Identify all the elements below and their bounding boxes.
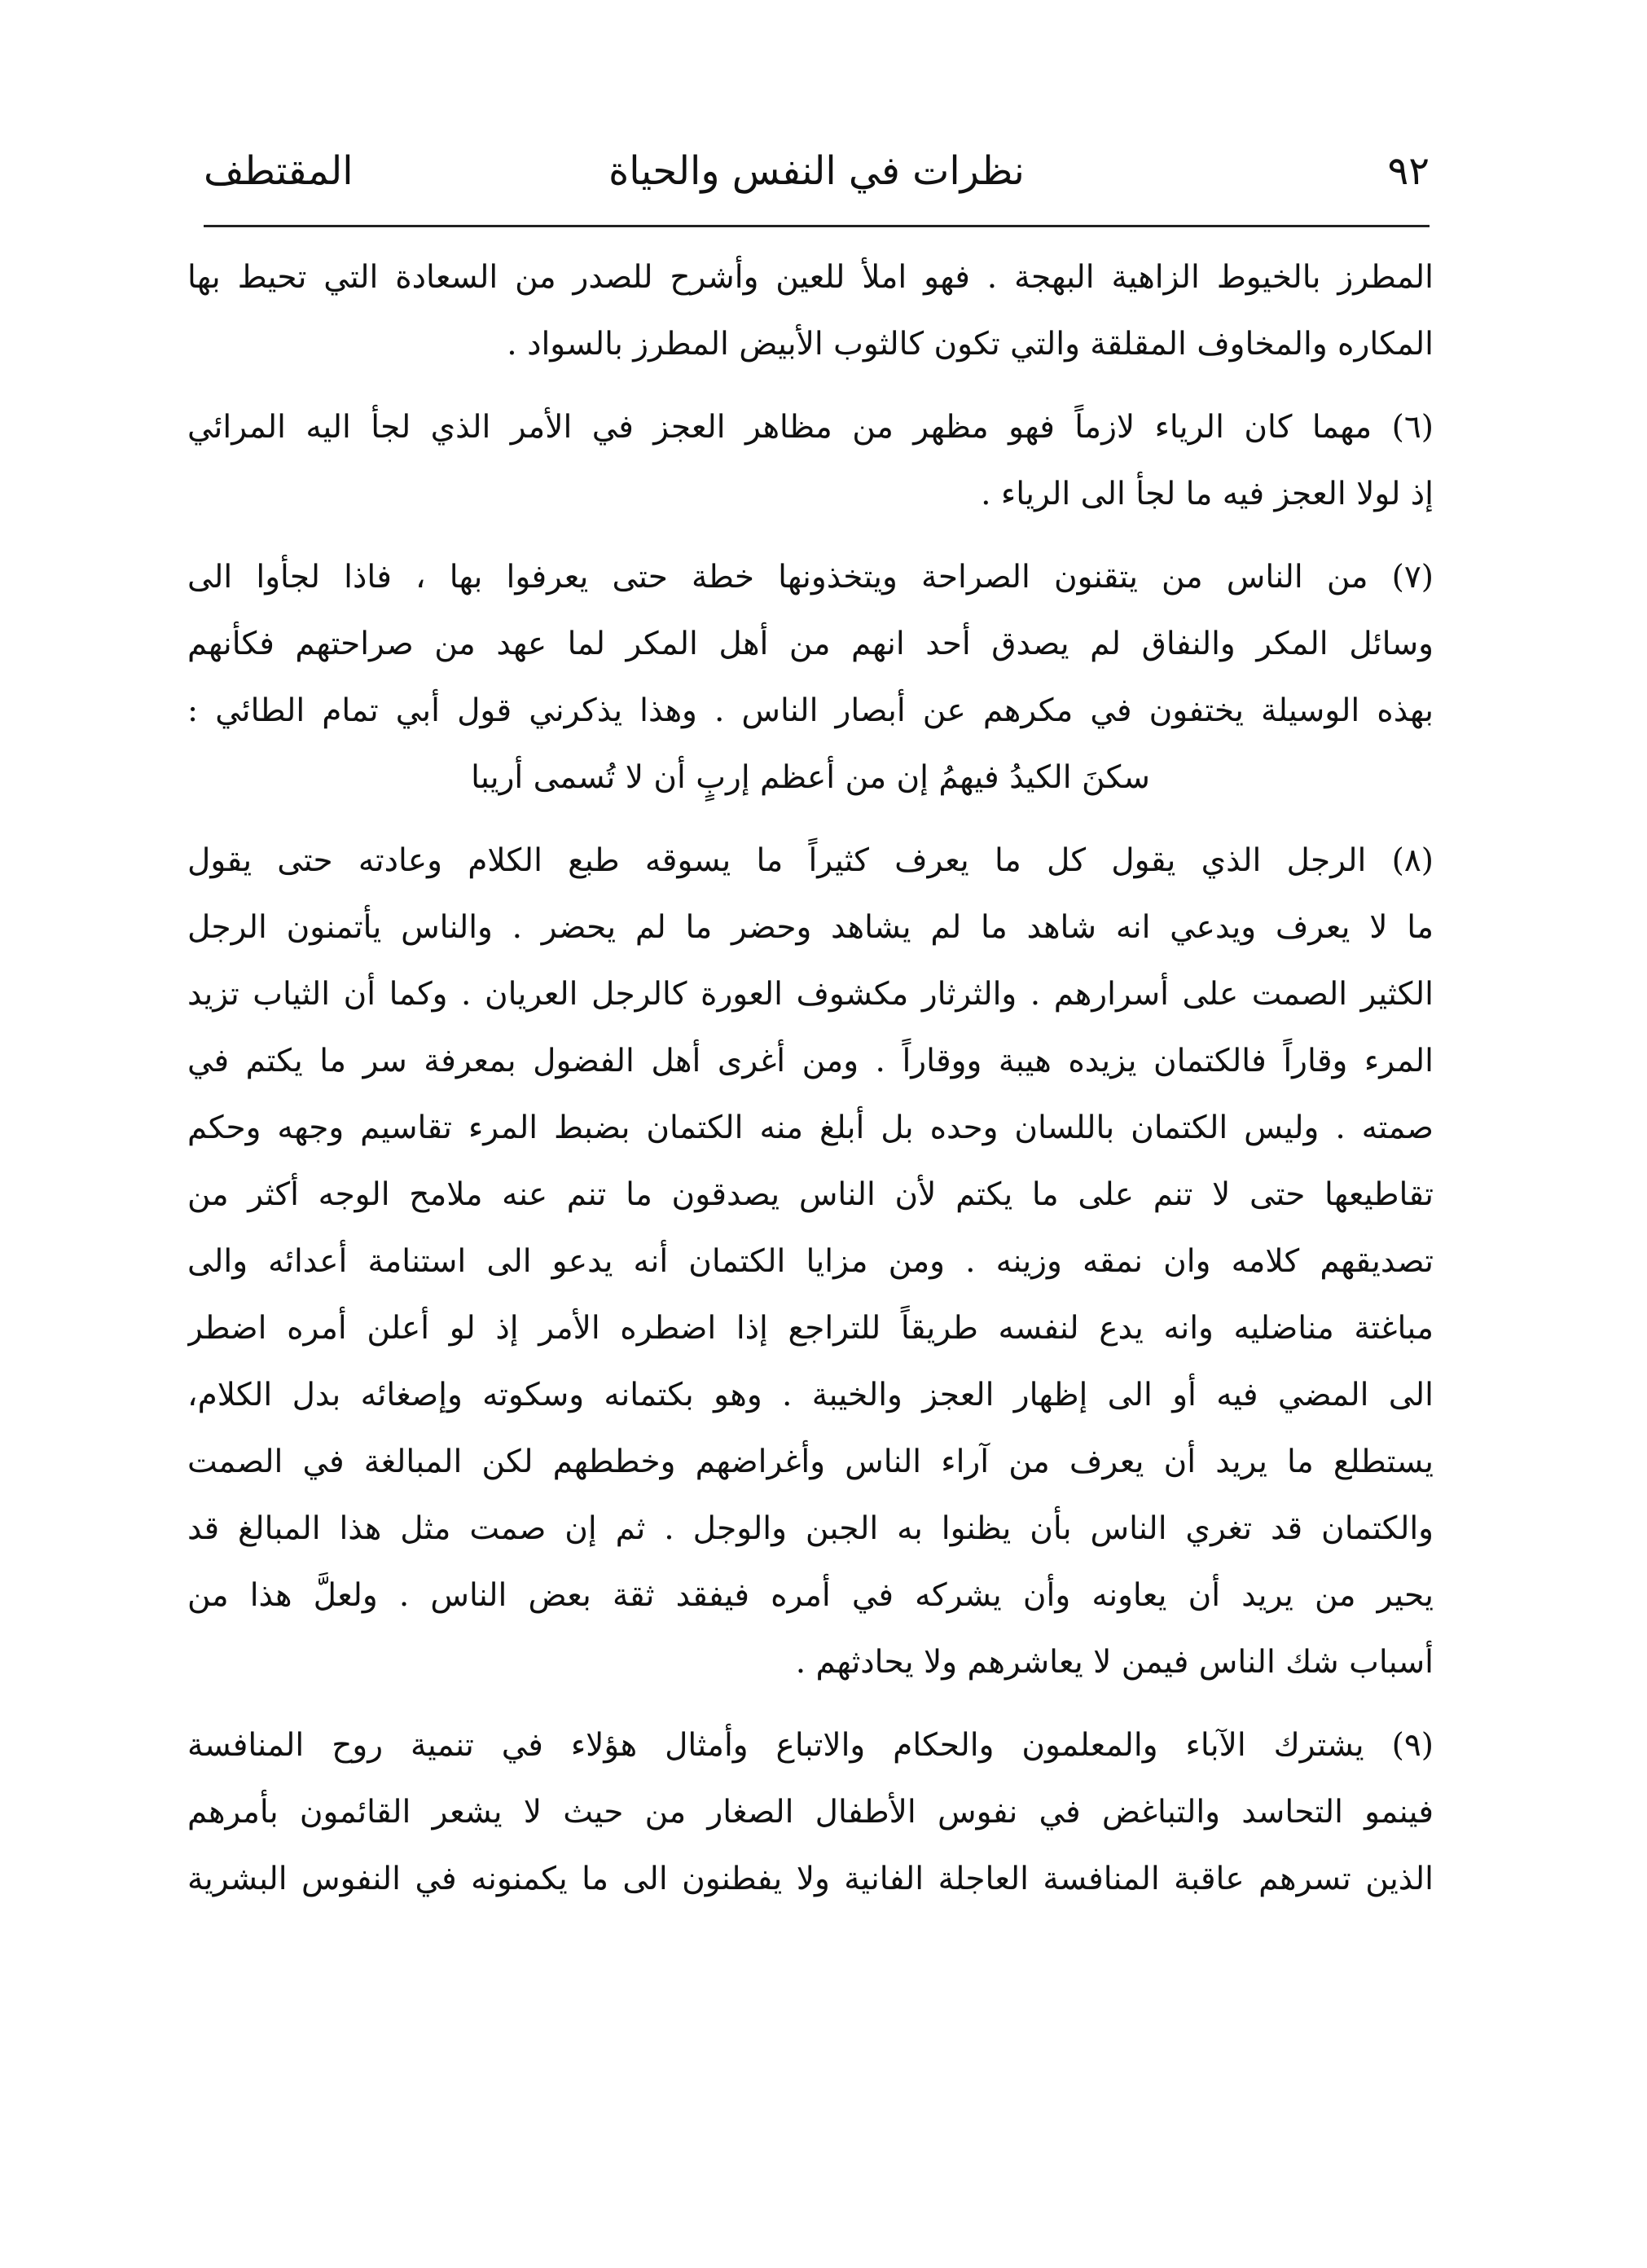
text-line: يستطلع ما يريد أن يعرف من آراء الناس وأغراضهم وخططهم لكن المبالغة في الصمت	[187, 1444, 1434, 1480]
paragraph-7	[187, 544, 1434, 811]
text-line: (٨) الرجل الذي يقول كل ما يعرف كثيراً ما يسوقه طبع الكلام وعادته حتى يقول	[187, 842, 1434, 879]
text-line: إذ لولا العجز فيه ما لجأ الى الرياء .	[981, 476, 1434, 512]
paragraph-6	[187, 394, 1434, 528]
text-line: تصديقهم كلامه وان نمقه وزينه . ومن مزايا الكتمان أنه يدعو الى استنامة أعدائه والى	[187, 1243, 1434, 1280]
text-line: والكتمان قد تغري الناس بأن يظنوا به الجبن والوجل . ثم إن صمت مثل هذا المبالغ قد	[187, 1510, 1434, 1547]
text-line: الكثير الصمت على أسرارهم . والثرثار مكشوف العورة كالرجل العريان . وكما أن الثياب تزيد	[187, 976, 1434, 1013]
paragraph-9	[187, 1712, 1434, 1913]
text-line: المكاره والمخاوف المقلقة والتي تكون كالثوب الأبيض المطرز بالسواد .	[507, 326, 1434, 363]
body-text	[187, 244, 1434, 2232]
text-line: المطرز بالخيوط الزاهية البهجة . فهو املأ للعين وأشرح للصدر من السعادة التي تحيط بها	[187, 259, 1434, 296]
text-line: (٦) مهما كان الرياء لازماً فهو مظهر من مظاهر العجز في الأمر الذي لجأ اليه المرائي	[187, 409, 1434, 446]
paragraph-8	[187, 828, 1434, 1696]
journal-name: المقتطف	[204, 148, 354, 194]
text-line: بهذه الوسيلة يختفون في مكرهم عن أبصار الناس . وهذا يذكرني قول أبي تمام الطائي :	[187, 692, 1434, 729]
text-line: (٩) يشترك الآباء والمعلمون والحكام والاتباع وأمثال هؤلاء في تنمية روح المنافسة	[187, 1727, 1434, 1764]
paragraph-continuation	[187, 244, 1434, 378]
text-line: وسائل المكر والنفاق لم يصدق أحد انهم من أهل المكر لما عهد من صراحتهم فكأنهم	[187, 626, 1434, 662]
text-line: ما لا يعرف ويدعي انه شاهد ما لم يشاهد وحضر ما لم يحضر . والناس يأتمنون الرجل	[187, 909, 1434, 946]
text-line: يحير من يريد أن يعاونه وأن يشركه في أمره فيفقد ثقة بعض الناس . ولعلَّ هذا من	[187, 1577, 1434, 1614]
text-line: صمته . وليس الكتمان باللسان وحده بل أبلغ منه الكتمان بضبط المرء تقاسيم وجهه وحكم	[187, 1110, 1434, 1146]
header-rule	[204, 225, 1430, 227]
text-line: تقاطيعها حتى لا تنم على ما يكتم لأن الناس يصدقون ما تنم عنه ملامح الوجه أكثر من	[187, 1176, 1434, 1213]
text-line: فينمو التحاسد والتباغض في نفوس الأطفال الصغار من حيث لا يشعر القائمون بأمرهم	[187, 1794, 1434, 1831]
poetry-verse: سكنَ الكيدُ فيهمُ إن من أعظم إربٍ أن لا تُسمى أريبا	[471, 759, 1150, 796]
text-line: أسباب شك الناس فيمن لا يعاشرهم ولا يحادثهم .	[795, 1644, 1434, 1681]
page-header	[204, 130, 1430, 204]
running-title: نظرات في النفس والحياة	[608, 148, 1025, 194]
text-line: (٧) من الناس من يتقنون الصراحة ويتخذونها خطة حتى يعرفوا بها ، فاذا لجأوا الى	[187, 559, 1434, 596]
page-number: ٩٢	[1387, 148, 1430, 194]
text-line: الذين تسرهم عاقبة المنافسة العاجلة الفانية ولا يفطنون الى ما يكمنونه في النفوس البشرية	[187, 1861, 1434, 1897]
text-line: المرء وقاراً فالكتمان يزيده هيبة ووقاراً . ومن أغرى أهل الفضول بمعرفة سر ما يكتم في	[187, 1043, 1434, 1079]
text-line: الى المضي فيه أو الى إظهار العجز والخيبة . وهو بكتمانه وسكوته وإصغائه بدل الكلام،	[187, 1377, 1434, 1413]
text-line: مباغتة مناضليه وانه يدع لنفسه طريقاً للتراجع إذا اضطره الأمر إذ لو أعلن أمره اضطر	[187, 1310, 1434, 1347]
